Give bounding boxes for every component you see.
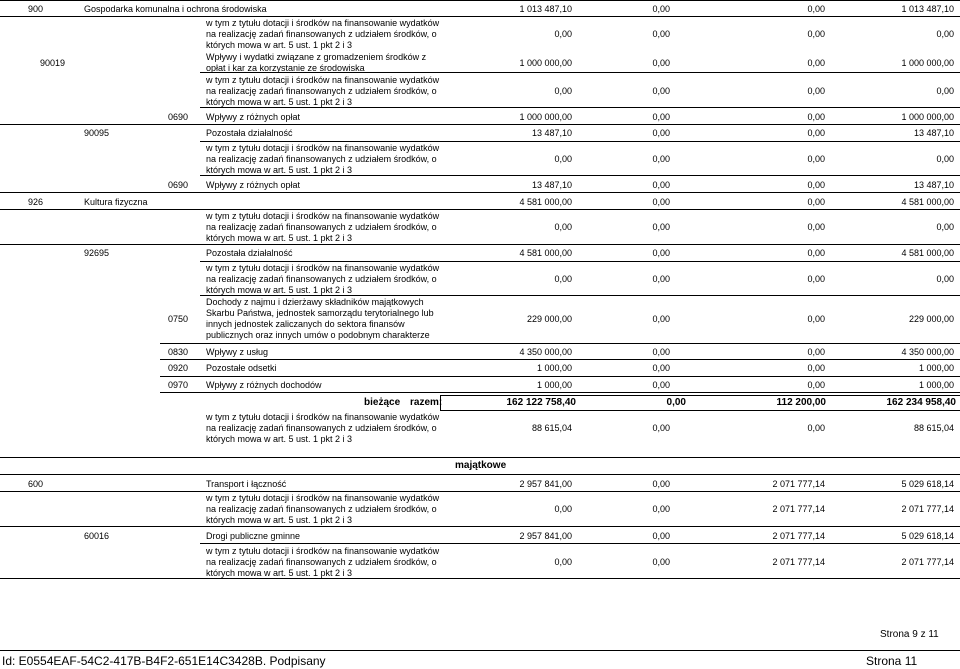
divider xyxy=(160,392,960,393)
divider xyxy=(0,526,960,527)
value-cell: 1 000 000,00 xyxy=(901,58,954,68)
divider xyxy=(200,107,960,108)
value-cell: 1 000,00 xyxy=(536,380,572,390)
value-cell: 0,00 xyxy=(652,58,670,68)
divider xyxy=(0,124,960,125)
value-cell: 0,00 xyxy=(554,154,572,164)
value-cell: 0,00 xyxy=(936,222,954,232)
value-cell: 0,00 xyxy=(807,423,825,433)
paragraph-name: Dochody z najmu i dzierżawy składników majątkowych Skarbu Państwa, jednostek samorządu terytorialnego lub innych jednostek zaliczanych do sektora finansów publicznych oraz innych umów o podobnym charakterze xyxy=(206,297,434,340)
value-cell: 0,00 xyxy=(554,222,572,232)
divider xyxy=(200,175,960,176)
value-cell: 2 957 841,00 xyxy=(519,531,572,541)
value-cell: 0,00 xyxy=(652,423,670,433)
value-cell: 1 000,00 xyxy=(536,363,572,373)
footer-divider xyxy=(0,650,960,651)
value-cell: 0,00 xyxy=(936,29,954,39)
divider xyxy=(200,141,960,142)
section-code: 600 xyxy=(28,479,44,489)
value-cell: 4 350 000,00 xyxy=(901,347,954,357)
paragraph-code: 0750 xyxy=(168,314,189,324)
chapter-name: Pozostała działalność xyxy=(206,128,293,138)
value-cell: 0,00 xyxy=(652,248,670,258)
value-cell: 2 071 777,14 xyxy=(772,504,825,514)
value-cell: 13 487,10 xyxy=(531,180,572,190)
value-cell: 0,00 xyxy=(652,363,670,373)
value-cell: 0,00 xyxy=(652,479,670,489)
value-cell: 0,00 xyxy=(652,29,670,39)
sub-label: w tym z tytułu dotacji i środków na finansowanie wydatków na realizację zadań finansowanych z udziałem środków, o których mowa w art. 5 ust. 1 pkt 2 i 3 xyxy=(206,143,440,175)
section-code: 900 xyxy=(28,4,44,14)
sub-label: w tym z tytułu dotacji i środków na finansowanie wydatków na realizację zadań finansowanych z udziałem środków, o których mowa w art. 5 ust. 1 pkt 2 i 3 xyxy=(206,412,440,444)
chapter-name: Drogi publiczne gminne xyxy=(206,531,301,541)
value-cell: 1 000 000,00 xyxy=(901,112,954,122)
section-name: Gospodarka komunalna i ochrona środowiska xyxy=(84,4,267,14)
divider xyxy=(160,376,960,377)
value-cell: 0,00 xyxy=(652,128,670,138)
value-cell: 0,00 xyxy=(807,128,825,138)
value-cell: 0,00 xyxy=(936,154,954,164)
divider xyxy=(160,359,960,360)
value-cell: 0,00 xyxy=(807,380,825,390)
value-cell: 0,00 xyxy=(807,248,825,258)
value-cell: 0,00 xyxy=(652,4,670,14)
value-cell: 0,00 xyxy=(652,197,670,207)
value-cell: 0,00 xyxy=(652,314,670,324)
divider xyxy=(200,543,960,544)
divider xyxy=(0,491,960,492)
total-value: 162 234 958,40 xyxy=(886,397,956,408)
value-cell: 2 071 777,14 xyxy=(901,504,954,514)
paragraph-name: Wpływy z różnych dochodów xyxy=(206,380,322,390)
total-label: bieżące xyxy=(364,397,401,408)
paragraph-code: 0690 xyxy=(168,112,189,122)
divider xyxy=(200,295,960,296)
value-cell: 1 013 487,10 xyxy=(519,4,572,14)
total-value: 162 122 758,40 xyxy=(506,397,576,408)
value-cell: 88 615,04 xyxy=(913,423,954,433)
value-cell: 13 487,10 xyxy=(913,128,954,138)
value-cell: 2 957 841,00 xyxy=(519,479,572,489)
value-cell: 5 029 618,14 xyxy=(901,531,954,541)
value-cell: 0,00 xyxy=(652,222,670,232)
value-cell: 0,00 xyxy=(807,112,825,122)
value-cell: 0,00 xyxy=(554,274,572,284)
sub-label: w tym z tytułu dotacji i środków na finansowanie wydatków na realizację zadań finansowanych z udziałem środków, o których mowa w art. 5 ust. 1 pkt 2 i 3 xyxy=(206,75,440,107)
value-cell: 0,00 xyxy=(554,557,572,567)
chapter-name: Wpływy i wydatki związane z gromadzeniem środków z opłat i kar za korzystanie ze środowiska xyxy=(206,52,427,73)
group-heading: majątkowe xyxy=(455,460,507,471)
divider xyxy=(0,578,960,579)
value-cell: 1 013 487,10 xyxy=(901,4,954,14)
value-cell: 4 581 000,00 xyxy=(519,197,572,207)
value-cell: 4 581 000,00 xyxy=(901,197,954,207)
value-cell: 1 000 000,00 xyxy=(519,58,572,68)
value-cell: 0,00 xyxy=(554,29,572,39)
value-cell: 2 071 777,14 xyxy=(772,557,825,567)
value-cell: 0,00 xyxy=(554,504,572,514)
divider xyxy=(0,0,960,1)
section-code: 926 xyxy=(28,197,44,207)
total-value: 0,00 xyxy=(666,397,686,408)
value-cell: 0,00 xyxy=(807,347,825,357)
paragraph-code: 0970 xyxy=(168,380,189,390)
value-cell: 13 487,10 xyxy=(531,128,572,138)
value-cell: 0,00 xyxy=(652,86,670,96)
value-cell: 4 350 000,00 xyxy=(519,347,572,357)
value-cell: 0,00 xyxy=(807,197,825,207)
chapter-code: 90095 xyxy=(84,128,110,138)
paragraph-code: 0920 xyxy=(168,363,189,373)
value-cell: 2 071 777,14 xyxy=(772,531,825,541)
value-cell: 2 071 777,14 xyxy=(772,479,825,489)
paragraph-name: Pozostałe odsetki xyxy=(206,363,277,373)
page-number: Strona 9 z 11 xyxy=(880,629,939,640)
divider xyxy=(0,457,960,458)
paragraph-code: 0830 xyxy=(168,347,189,357)
divider xyxy=(0,244,960,245)
value-cell: 0,00 xyxy=(652,180,670,190)
chapter-code: 90019 xyxy=(40,58,66,68)
value-cell: 0,00 xyxy=(652,380,670,390)
divider xyxy=(0,209,960,210)
page-label: Strona 11 xyxy=(866,654,918,668)
value-cell: 0,00 xyxy=(807,58,825,68)
value-cell: 4 581 000,00 xyxy=(901,248,954,258)
value-cell: 1 000,00 xyxy=(918,380,954,390)
value-cell: 0,00 xyxy=(652,154,670,164)
value-cell: 13 487,10 xyxy=(913,180,954,190)
value-cell: 0,00 xyxy=(652,531,670,541)
document-id: Id: E0554EAF-54C2-417B-B4F2-651E14C3428B. Podpisany xyxy=(2,654,326,668)
value-cell: 5 029 618,14 xyxy=(901,479,954,489)
total-label: razem: xyxy=(410,397,443,408)
divider xyxy=(0,474,960,475)
divider xyxy=(200,72,960,73)
value-cell: 0,00 xyxy=(652,112,670,122)
paragraph-name: Wpływy z usług xyxy=(206,347,269,357)
section-name: Kultura fizyczna xyxy=(84,197,148,207)
value-cell: 0,00 xyxy=(652,347,670,357)
divider xyxy=(160,343,960,344)
divider xyxy=(0,16,960,17)
value-cell: 0,00 xyxy=(807,363,825,373)
paragraph-name: Wpływy z różnych opłat xyxy=(206,180,301,190)
paragraph-name: Wpływy z różnych opłat xyxy=(206,112,301,122)
value-cell: 0,00 xyxy=(936,86,954,96)
value-cell: 0,00 xyxy=(807,314,825,324)
value-cell: 1 000 000,00 xyxy=(519,112,572,122)
value-cell: 88 615,04 xyxy=(531,423,572,433)
value-cell: 4 581 000,00 xyxy=(519,248,572,258)
value-cell: 0,00 xyxy=(807,180,825,190)
total-value: 112 200,00 xyxy=(776,397,826,408)
chapter-code: 60016 xyxy=(84,531,110,541)
value-cell: 0,00 xyxy=(807,29,825,39)
value-cell: 229 000,00 xyxy=(908,314,954,324)
paragraph-code: 0690 xyxy=(168,180,189,190)
value-cell: 0,00 xyxy=(652,274,670,284)
chapter-code: 92695 xyxy=(84,248,110,258)
sub-label: w tym z tytułu dotacji i środków na finansowanie wydatków na realizację zadań finansowanych z udziałem środków, o których mowa w art. 5 ust. 1 pkt 2 i 3 xyxy=(206,546,440,578)
sub-label: w tym z tytułu dotacji i środków na finansowanie wydatków na realizację zadań finansowanych z udziałem środków, o których mowa w art. 5 ust. 1 pkt 2 i 3 xyxy=(206,493,440,525)
value-cell: 0,00 xyxy=(807,86,825,96)
value-cell: 1 000,00 xyxy=(918,363,954,373)
value-cell: 2 071 777,14 xyxy=(901,557,954,567)
section-name: Transport i łączność xyxy=(206,479,287,489)
value-cell: 0,00 xyxy=(554,86,572,96)
chapter-name: Pozostała działalność xyxy=(206,248,293,258)
value-cell: 229 000,00 xyxy=(526,314,572,324)
sub-label: w tym z tytułu dotacji i środków na finansowanie wydatków na realizację zadań finansowanych z udziałem środków, o których mowa w art. 5 ust. 1 pkt 2 i 3 xyxy=(206,211,440,243)
sub-label: w tym z tytułu dotacji i środków na finansowanie wydatków na realizację zadań finansowanych z udziałem środków, o których mowa w art. 5 ust. 1 pkt 2 i 3 xyxy=(206,18,440,50)
divider xyxy=(200,261,960,262)
sub-label: w tym z tytułu dotacji i środków na finansowanie wydatków na realizację zadań finansowanych z udziałem środków, o których mowa w art. 5 ust. 1 pkt 2 i 3 xyxy=(206,263,440,295)
value-cell: 0,00 xyxy=(652,557,670,567)
value-cell: 0,00 xyxy=(807,274,825,284)
divider xyxy=(0,192,960,193)
value-cell: 0,00 xyxy=(652,504,670,514)
value-cell: 0,00 xyxy=(807,154,825,164)
value-cell: 0,00 xyxy=(807,4,825,14)
value-cell: 0,00 xyxy=(807,222,825,232)
value-cell: 0,00 xyxy=(936,274,954,284)
